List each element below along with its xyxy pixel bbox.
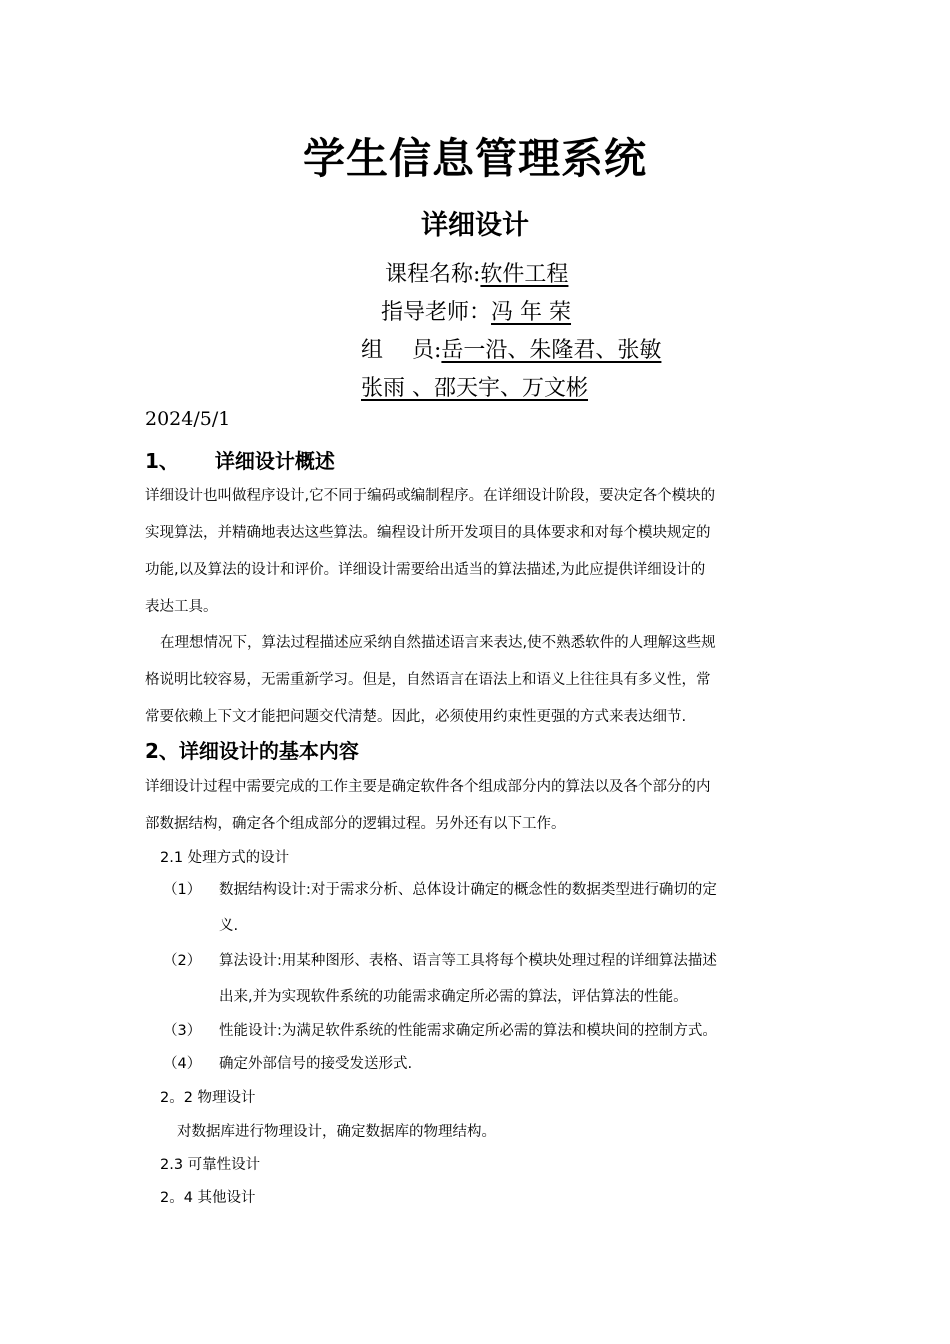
section1-line: 常要依赖上下文才能把问题交代清楚。因此，必须使用约束性更强的方式来表达细节. xyxy=(145,709,687,725)
list-item-number: （1） xyxy=(163,882,202,898)
teacher-row xyxy=(381,295,571,326)
subsection-2-2-text: 对数据库进行物理设计，确定数据库的物理结构。 xyxy=(177,1124,496,1140)
section2-heading: 2、详细设计的基本内容 xyxy=(145,739,359,763)
subsection-2-2: 2。2 物理设计 xyxy=(160,1090,256,1106)
members-row xyxy=(361,333,661,364)
section1-title: 详细设计概述 xyxy=(214,449,335,473)
section1-line: 表达工具。 xyxy=(145,599,218,615)
section1-line: 功能,以及算法的设计和评价。详细设计需要给出适当的算法描述,为此应提供详细设计的 xyxy=(145,562,706,578)
teacher-value: 冯 年 荣 xyxy=(491,300,572,325)
section1-line: 在理想情况下，算法过程描述应采纳自然描述语言来表达,使不熟悉软件的人理解这些规 xyxy=(160,635,716,651)
subsection-2-3: 2.3 可靠性设计 xyxy=(160,1157,261,1173)
members-label: 组 员: xyxy=(361,338,442,363)
course-label: 课程名称: xyxy=(385,262,481,287)
list-item-text-continued: 义. xyxy=(219,918,239,934)
members-line2: 张雨 、邵天宇、万文彬 xyxy=(361,376,588,401)
section1-heading xyxy=(145,445,335,474)
list-item-number: （4） xyxy=(163,1056,202,1072)
course-row xyxy=(385,257,568,288)
members-line1: 岳一沿、朱隆君、张敏 xyxy=(441,338,662,363)
members-row-2 xyxy=(361,371,588,402)
subsection-2-4: 2。4 其他设计 xyxy=(160,1190,256,1206)
list-item-text: 确定外部信号的接受发送形式. xyxy=(219,1056,413,1072)
section1-line: 实现算法，并精确地表达这些算法。编程设计所开发项目的具体要求和对每个模块规定的 xyxy=(145,525,711,541)
list-item-text: 算法设计:用某种图形、表格、语言等工具将每个模块处理过程的详细算法描述 xyxy=(219,953,717,969)
list-item-text: 数据结构设计:对于需求分析、总体设计确定的概念性的数据类型进行确切的定 xyxy=(219,882,717,898)
section1-number: 1、 xyxy=(145,449,179,473)
subsection-2-1: 2.1 处理方式的设计 xyxy=(160,850,290,866)
section1-line: 格说明比较容易，无需重新学习。但是，自然语言在语法上和语义上往往具有多义性，常 xyxy=(145,672,711,688)
document-subtitle: 详细设计 xyxy=(421,210,529,241)
document-title: 学生信息管理系统 xyxy=(302,134,647,183)
list-item-text-continued: 出来,并为实现软件系统的功能需求确定所必需的算法，评估算法的性能。 xyxy=(219,989,688,1005)
document-date: 2024/5/1 xyxy=(145,408,231,430)
section1-line: 详细设计也叫做程序设计,它不同于编码或编制程序。在详细设计阶段，要决定各个模块的 xyxy=(145,488,716,504)
teacher-label: 指导老师： xyxy=(381,300,492,325)
section2-line: 部数据结构，确定各个组成部分的逻辑过程。另外还有以下工作。 xyxy=(145,816,566,832)
list-item-number: （3） xyxy=(163,1023,202,1039)
section2-line: 详细设计过程中需要完成的工作主要是确定软件各个组成部分内的算法以及各个部分的内 xyxy=(145,779,711,795)
list-item-text: 性能设计:为满足软件系统的性能需求确定所必需的算法和模块间的控制方式。 xyxy=(219,1023,717,1039)
list-item-number: （2） xyxy=(163,953,202,969)
course-value: 软件工程 xyxy=(480,262,569,287)
